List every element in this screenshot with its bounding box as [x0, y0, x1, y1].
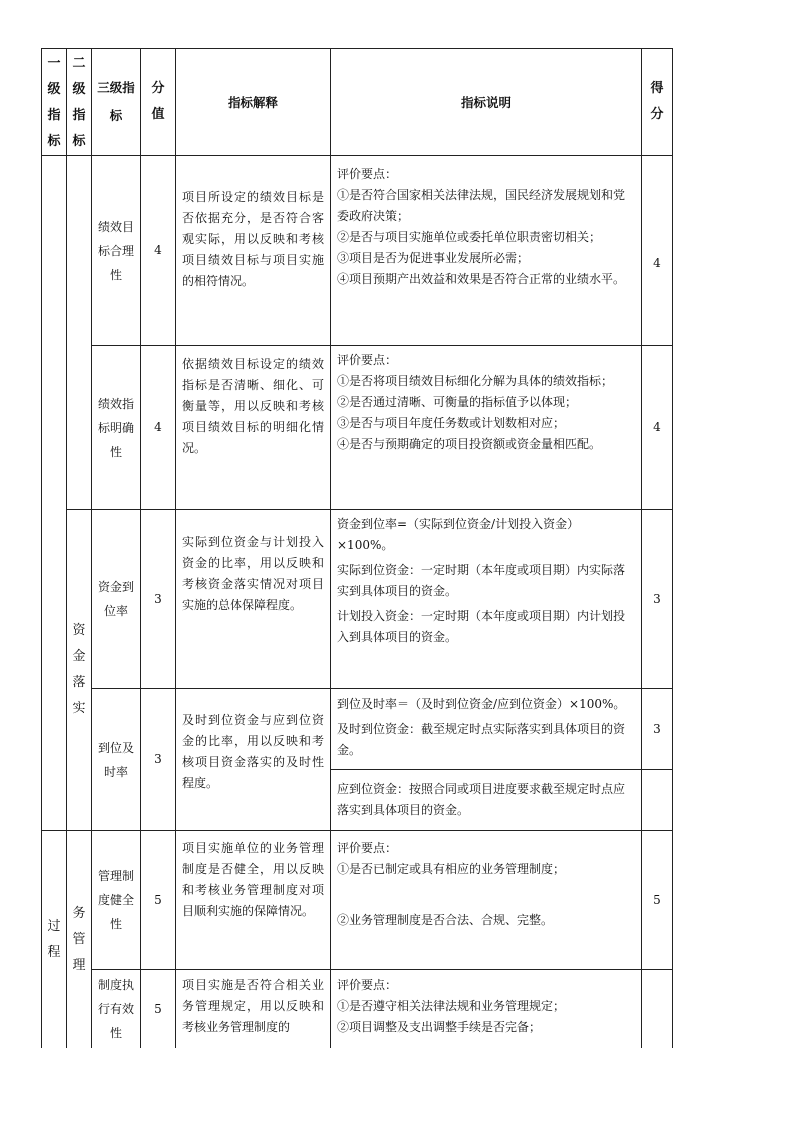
- point-text: 到位及时率＝（及时到位资金/应到位资金）×100%。: [337, 697, 626, 711]
- row-score: 4: [653, 420, 661, 434]
- row-score: 5: [653, 892, 661, 907]
- point-text: ③是否与项目年度任务数或计划数相对应；: [337, 416, 566, 430]
- row-score: 3: [653, 721, 661, 736]
- point-text: 资金到位率=（实际到位资金/计划投入资金）×100%。: [337, 517, 580, 552]
- grid-line: [330, 769, 673, 770]
- group-funds: 资金落实: [72, 623, 86, 716]
- row-explanation: 项目所设定的绩效目标是否依据充分，是否符合客观实际，用以反映和考核项目绩效目标与项目实施的相符情况。: [182, 190, 324, 288]
- grid-line: [672, 48, 673, 1048]
- row-points: [331, 164, 641, 290]
- row-name: 绩效目标合理性: [97, 219, 134, 282]
- grid-line: [91, 688, 673, 689]
- point-text: ②项目调整及支出调整手续是否完备；: [337, 1020, 542, 1034]
- row-explanation: 项目实施单位的业务管理制度是否健全，用以反映和考核业务管理制度对项目顺利实施的保障情况。: [182, 841, 324, 918]
- evaluation-table: [41, 48, 673, 1048]
- row-score: 4: [653, 255, 661, 270]
- header-level1: 一级指标: [47, 56, 61, 149]
- row-points: [331, 838, 641, 931]
- row-explanation: 及时到位资金与应到位资金的比率，用以反映和考核项目资金落实的及时性程度。: [182, 713, 324, 790]
- row-weight: 3: [154, 591, 162, 606]
- point-text: 计划投入资金：一定时期（本年度或项目期）内计划投入到具体项目的资金。: [337, 609, 626, 644]
- point-text: 评价要点：: [337, 353, 398, 367]
- row-explanation: 依据绩效目标设定的绩效指标是否清晰、细化、可衡量等，用以反映和考核项目绩效目标的明细化情况。: [182, 357, 324, 455]
- row-weight: 4: [154, 420, 162, 434]
- header-description: 指标说明: [460, 94, 511, 110]
- point-text: ③项目是否为促进事业发展所必需；: [337, 251, 530, 265]
- row-weight: 3: [154, 752, 162, 766]
- row-weight: 5: [154, 892, 162, 907]
- row-explanation: 项目实施是否符合相关业务管理规定，用以反映和考核业务管理制度的: [182, 978, 324, 1034]
- point-text: ①是否遵守相关法律法规和业务管理规定；: [337, 999, 566, 1013]
- point-text: 应到位资金：按照合同或项目进度要求截至规定时点应落实到具体项目的资金。: [337, 782, 626, 817]
- point-text: 实际到位资金：一定时期（本年度或项目期）内实际落实到具体项目的资金。: [337, 563, 626, 598]
- row-points: [331, 350, 641, 455]
- point-text: ②业务管理制度是否合法、合规、完整。: [337, 913, 554, 927]
- header-level2: 二级指标: [72, 56, 86, 149]
- header-level3: 三级指标: [97, 80, 135, 123]
- grid-line: [91, 345, 673, 346]
- point-text: ②是否与项目实施单位或委托单位职责密切相关；: [337, 230, 602, 244]
- point-text: 及时到位资金：截至规定时点实际落实到具体项目的资金。: [337, 722, 626, 757]
- point-text: ①是否已制定或具有相应的业务管理制度；: [337, 862, 566, 876]
- row-points: [331, 694, 641, 761]
- row-name: 到位及时率: [97, 740, 134, 779]
- point-text: ①是否将项目绩效目标细化分解为具体的绩效指标；: [337, 374, 614, 388]
- row-explanation: 实际到位资金与计划投入资金的比率，用以反映和考核资金落实情况对项目实施的总体保障程度。: [182, 535, 324, 612]
- header-score: 得分: [650, 81, 664, 122]
- header-explanation: 指标解释: [227, 94, 278, 110]
- group-business: 务管理: [72, 905, 86, 973]
- row-points: [331, 975, 641, 1038]
- row-name: 管理制度健全性: [97, 869, 134, 931]
- point-text: 评价要点：: [337, 167, 398, 181]
- group-process: 过程: [47, 918, 61, 960]
- row-name: 绩效指标明确性: [97, 396, 134, 459]
- row-name: 制度执行有效性: [97, 978, 134, 1040]
- grid-line: [91, 969, 673, 970]
- row-weight: 5: [154, 1001, 162, 1016]
- header-weight: 分值: [151, 81, 165, 122]
- point-text: ④是否与预期确定的项目投资额或资金量相匹配。: [337, 437, 602, 451]
- row-points: [331, 514, 641, 648]
- row-score: 3: [653, 591, 661, 606]
- row-points-extra: [331, 779, 641, 821]
- point-text: ②是否通过清晰、可衡量的指标值予以体现；: [337, 395, 578, 409]
- row-name: 资金到位率: [97, 580, 134, 618]
- point-text: ①是否符合国家相关法律法规，国民经济发展规划和党委政府决策；: [337, 188, 626, 223]
- point-text: ④项目预期产出效益和效果是否符合正常的业绩水平。: [337, 272, 626, 286]
- point-text: 评价要点：: [337, 841, 398, 855]
- point-text: 评价要点：: [337, 978, 398, 992]
- row-weight: 4: [154, 243, 162, 257]
